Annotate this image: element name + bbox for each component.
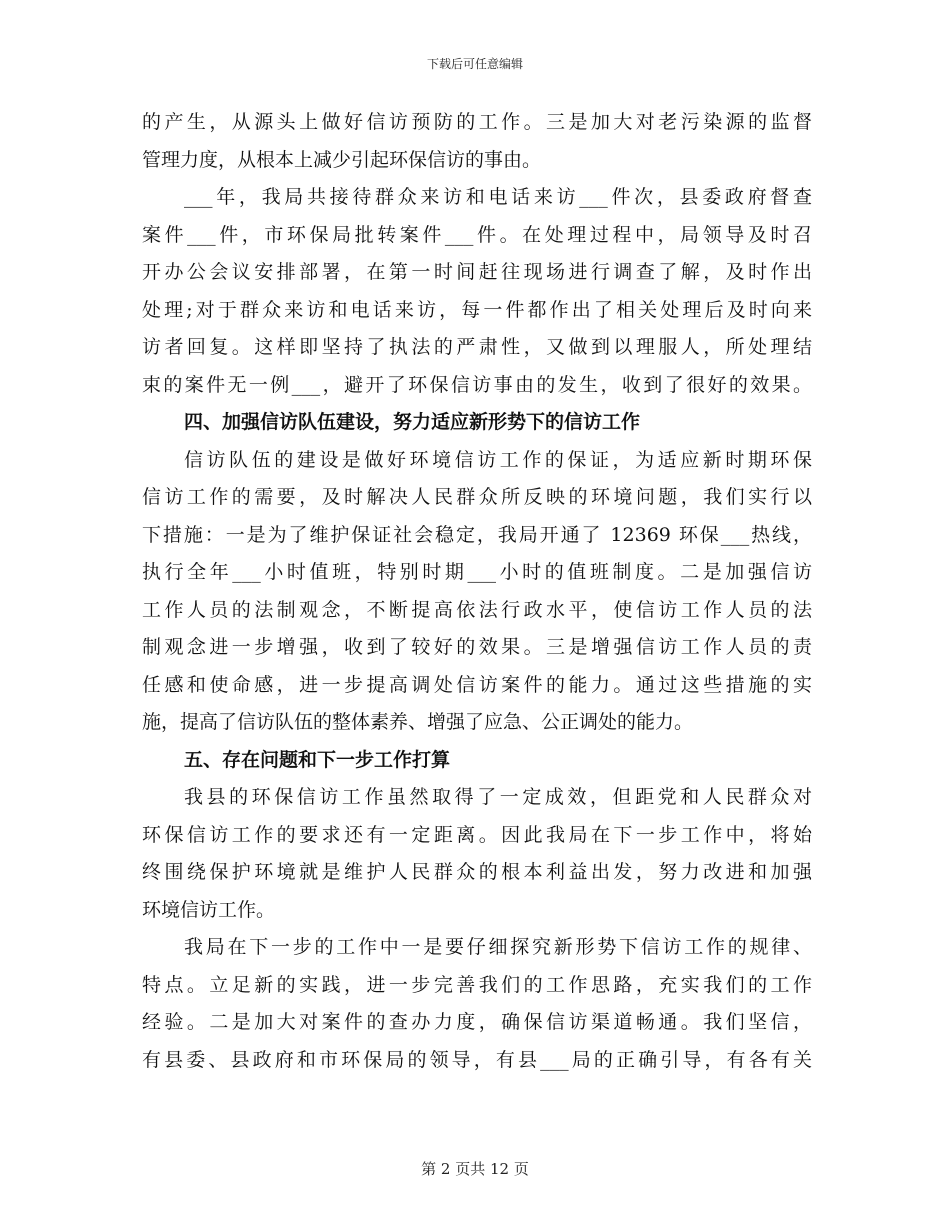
text-line: 我县的环保信访工作虽然取得了一定成效，但距党和人民群众对: [184, 786, 812, 808]
text-line: ___年，我局共接待群众来访和电话来访___件次，县委政府督查: [184, 186, 812, 208]
text-line: 管理力度，从根本上减少引起环保信访的事由。: [142, 148, 542, 171]
text-line: 任感和使命感，进一步提高调处信访案件的能力。通过这些措施的实: [142, 673, 812, 696]
text-line: 下措施：一是为了维护保证社会稳定，我局开通了 12369 环保___热线，: [142, 523, 812, 546]
page-header: 下载后可任意编辑: [426, 57, 523, 71]
text-line: 案件___件，市环保局批转案件___件。在处理过程中，局领导及时召: [142, 223, 812, 246]
text-line: 的产生，从源头上做好信访预防的工作。三是加大对老污染源的监督: [142, 111, 812, 133]
text-line: 开办公会议安排部署，在第一时间赶往现场进行调查了解，及时作出: [142, 261, 812, 283]
text-line: 特点。立足新的实践，进一步完善我们的工作思路，充实我们的工作: [142, 973, 812, 996]
text-line: 经验。二是加大对案件的查办力度，确保信访渠道畅通。我们坚信，: [142, 1011, 812, 1033]
page-footer: 第 2 页共 12 页: [421, 1160, 529, 1178]
section-heading: 四、加强信访队伍建设，努力适应新形势下的信访工作: [184, 411, 641, 433]
text-line: 我局在下一步的工作中一是要仔细探究新形势下信访工作的规律、: [184, 936, 812, 958]
document-body: [142, 104, 812, 1079]
text-line: 束的案件无一例___，避开了环保信访事由的发生，收到了很好的效果。: [142, 373, 812, 396]
text-line: 信访队伍的建设是做好环境信访工作的保证，为适应新时期环保: [184, 448, 812, 471]
text-line: 执行全年___小时值班，特别时期___小时的值班制度。二是加强信访: [142, 561, 812, 583]
text-line: 制观念进一步增强，收到了较好的效果。三是增强信访工作人员的责: [142, 636, 812, 658]
text-line: 施，提高了信访队伍的整体素养、增强了应急、公正调处的能力。: [142, 711, 694, 733]
text-line: 环保信访工作的要求还有一定距离。因此我局在下一步工作中，将始: [142, 823, 812, 846]
text-line: 处理;对于群众来访和电话来访，每一件都作出了相关处理后及时向来: [142, 298, 812, 321]
text-line: 终围绕保护环境就是维护人民群众的根本利益出发，努力改进和加强: [142, 861, 812, 883]
text-line: 信访工作的需要，及时解决人民群众所反映的环境问题，我们实行以: [142, 486, 812, 508]
text-line: 访者回复。这样即坚持了执法的严肃性，又做到以理服人，所处理结: [142, 336, 812, 358]
text-line: 有县委、县政府和市环保局的领导，有县___局的正确引导，有各有关: [142, 1048, 812, 1071]
text-line: 工作人员的法制观念，不断提高依法行政水平，使信访工作人员的法: [142, 598, 812, 621]
text-line: 环境信访工作。: [142, 898, 276, 921]
section-heading: 五、存在问题和下一步工作打算: [184, 748, 451, 771]
